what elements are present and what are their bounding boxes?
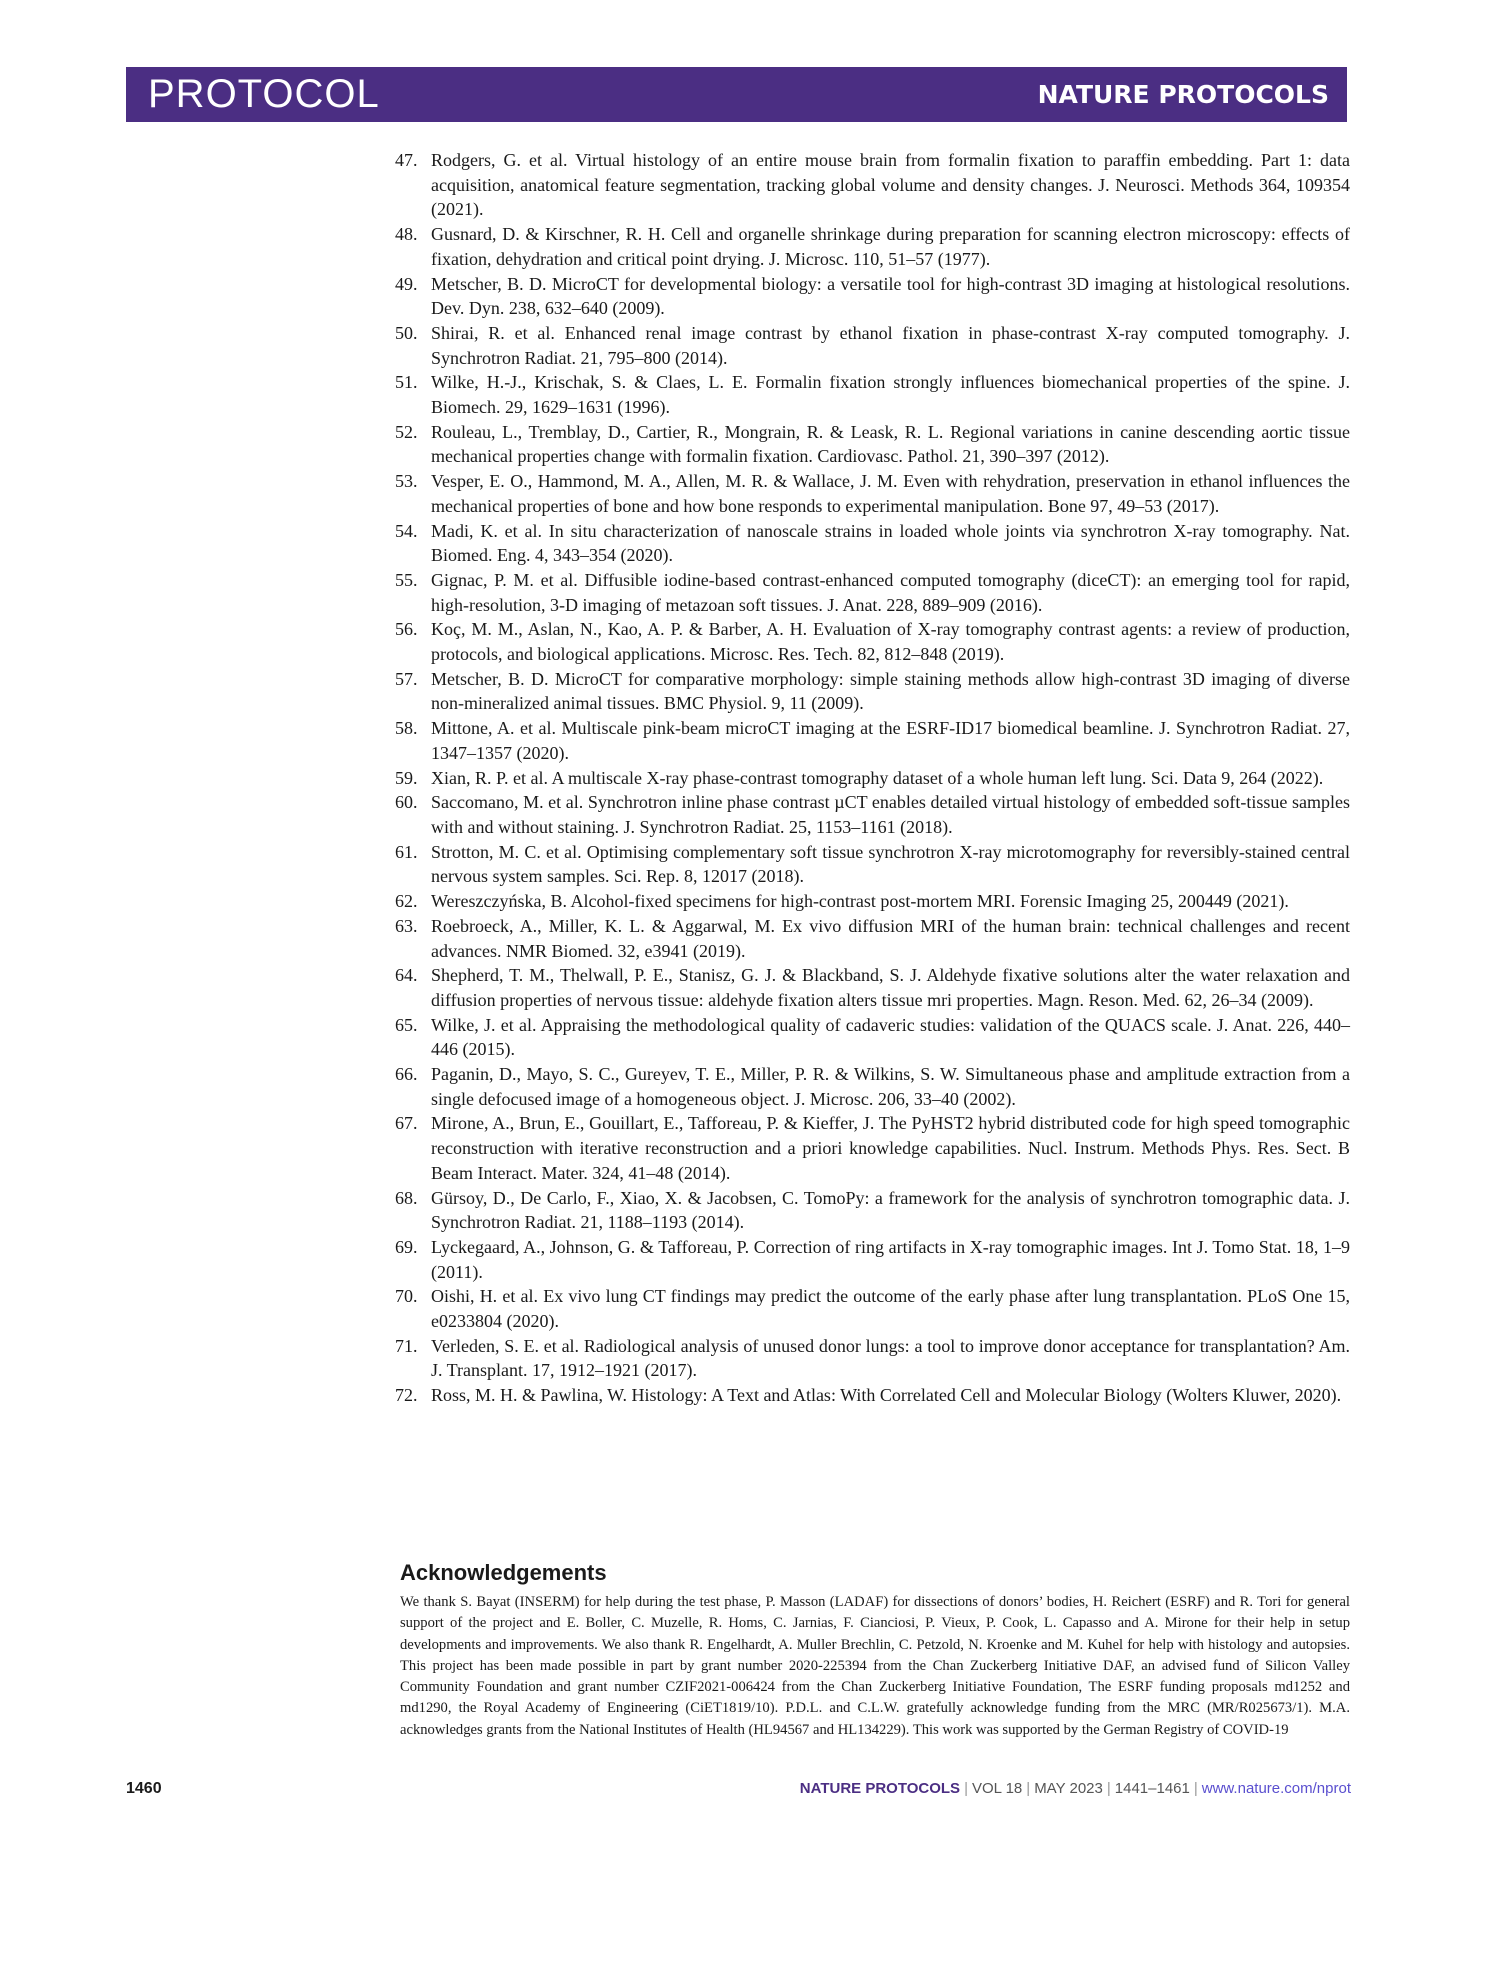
reference-text: Xian, R. P. et al. A multiscale X-ray phase-contrast tomography dataset of a whole human left lung. Sci. Data 9, 264 (2022). <box>431 767 1324 788</box>
footer-volume: VOL 18 <box>971 1780 1023 1797</box>
reference-number: 67. <box>395 1113 418 1134</box>
reference-item <box>395 1062 1350 1111</box>
reference-item <box>395 222 1350 271</box>
reference-text: Mittone, A. et al. Multiscale pink-beam microCT imaging at the ESRF-ID17 biomedical beamline. J. Synchrotron Radiat. 27, 1347–1357 (2020). <box>431 718 1350 763</box>
reference-item <box>395 790 1350 839</box>
reference-item <box>395 1383 1350 1408</box>
reference-number: 47. <box>395 150 418 170</box>
reference-number: 66. <box>395 1064 418 1085</box>
acknowledgements-text: We thank S. Bayat (INSERM) for help during the test phase, P. Masson (LADAF) for dissections of donors’ bodies, H. Reichert (ESRF) and R. Tori for general support of the project and E. Boller, C. Muzelle, R. Homs, C. Jarnias, F. Cianciosi, P. Vieux, P. Cook, L. Capasso and A. Mirone for their help in setup developments and improvements. We also thank R. Engelhardt, A. Muller Brechlin, C. Petzold, N. Kroenke and M. Kuhel for help with histology and autopsies. This project has been made possible in part by grant number 2020-225394 from the Chan Zuckerberg Initiative DAF, an advised fund of Silicon Valley Community Foundation and grant number CZIF2021-006424 from the Chan Zuckerberg Initiative Foundation, The ESRF funding proposals md1252 and md1290, the Royal Academy of Engineering (CiET1819/10). P.D.L. and C.L.W. gratefully acknowledge funding from the MRC (MR/R025673/1). M.A. acknowledges grants from the National Institutes of Health (HL94567 and HL134229). This work was supported by the German Registry of COVID-19 <box>400 1594 1350 1738</box>
reference-item <box>395 519 1350 568</box>
reference-text: Roebroeck, A., Miller, K. L. & Aggarwal, M. Ex vivo diffusion MRI of the human brain: technical challenges and recent advances. NMR Biomed. 32, e3941 (2019). <box>431 915 1350 961</box>
reference-text: Metscher, B. D. MicroCT for comparative morphology: simple staining methods allow high-contrast 3D imaging of diverse non-mineralized animal tissues. BMC Physiol. 9, 11 (2009). <box>431 668 1350 714</box>
footer-url-link[interactable]: www.nature.com/nprot <box>1201 1780 1351 1797</box>
reference-text: Paganin, D., Mayo, S. C., Gureyev, T. E., Miller, P. R. & Wilkins, S. W. Simultaneous phase and amplitude extraction from a single defocused image of a homogeneous object. J. Microsc. 206, 33–40 (2002). <box>431 1064 1350 1109</box>
reference-item <box>395 148 1350 222</box>
reference-item <box>395 840 1350 889</box>
journal-header-bar <box>126 67 1347 122</box>
reference-number: 59. <box>395 767 418 788</box>
footer-citation: NATURE PROTOCOLS | VOL 18 | MAY 2023 | 1441–1461 | www.nature.com/nprot <box>799 1780 1351 1797</box>
reference-number: 50. <box>395 322 418 343</box>
reference-item <box>395 1235 1350 1284</box>
reference-number: 65. <box>395 1014 418 1035</box>
reference-number: 70. <box>395 1286 418 1307</box>
footer-journal: NATURE PROTOCOLS <box>799 1780 961 1797</box>
reference-text: Koç, M. M., Aslan, N., Kao, A. P. & Barber, A. H. Evaluation of X-ray tomography contrast agents: a review of production, protocols, and biological applications. Microsc. Res. Tech. 82, 812–848 (2019). <box>431 619 1350 665</box>
reference-number: 64. <box>395 965 418 986</box>
reference-item <box>395 1334 1350 1383</box>
reference-item <box>395 321 1350 370</box>
reference-number: 63. <box>395 915 418 936</box>
reference-item <box>395 716 1350 765</box>
reference-text: Mirone, A., Brun, E., Gouillart, E., Tafforeau, P. & Kieffer, J. The PyHST2 hybrid distributed code for high speed tomographic reconstruction with iterative reconstruction and a priori knowledge capabilities. Nucl. Instrum. Methods Phys. Res. Sect. B Beam Interact. Mater. 324, 41–48 (2014). <box>431 1113 1350 1183</box>
reference-item <box>395 1111 1350 1185</box>
reference-text: Rodgers, G. et al. Virtual histology of an entire mouse brain from formalin fixation to paraffin embedding. Part 1: data acquisition, anatomical feature segmentation, tracking global volume and density changes. J. Neurosci. Methods 364, 109354 (2021). <box>431 150 1350 220</box>
reference-text: Strotton, M. C. et al. Optimising complementary soft tissue synchrotron X-ray microtomography for reversibly-stained central nervous system samples. Sci. Rep. 8, 12017 (2018). <box>431 841 1350 887</box>
reference-text: Metscher, B. D. MicroCT for developmental biology: a versatile tool for high-contrast 3D imaging at histological resolutions. Dev. Dyn. 238, 632–640 (2009). <box>431 273 1350 319</box>
reference-text: Shepherd, T. M., Thelwall, P. E., Stanisz, G. J. & Blackband, S. J. Aldehyde fixative solutions alter the water relaxation and diffusion properties of nervous tissue: aldehyde fixation alters tissue mri properties. Magn. Reson. Med. 62, 26–34 (2009). <box>431 965 1350 1010</box>
footer-pages: 1441–1461 <box>1114 1780 1190 1797</box>
reference-number: 53. <box>395 471 418 492</box>
reference-item <box>395 889 1350 914</box>
reference-item <box>395 420 1350 469</box>
reference-text: Wilke, H.-J., Krischak, S. & Claes, L. E. Formalin fixation strongly influences biomechanical properties of the spine. J. Biomech. 29, 1629–1631 (1996). <box>431 372 1350 418</box>
reference-number: 68. <box>395 1187 418 1208</box>
reference-number: 62. <box>395 891 418 912</box>
reference-number: 54. <box>395 520 418 541</box>
reference-list <box>395 148 1350 1408</box>
reference-number: 51. <box>395 372 418 393</box>
reference-number: 49. <box>395 273 418 294</box>
reference-text: Shirai, R. et al. Enhanced renal image contrast by ethanol fixation in phase-contrast X-ray computed tomography. J. Synchrotron Radiat. 21, 795–800 (2014). <box>431 322 1350 368</box>
reference-item <box>395 370 1350 419</box>
reference-number: 52. <box>395 421 418 442</box>
reference-number: 57. <box>395 668 418 689</box>
reference-item <box>395 1186 1350 1235</box>
reference-text: Oishi, H. et al. Ex vivo lung CT findings may predict the outcome of the early phase after lung transplantation. PLoS One 15, e0233804 (2020). <box>431 1286 1350 1332</box>
reference-item <box>395 568 1350 617</box>
reference-number: 61. <box>395 841 418 862</box>
reference-item <box>395 914 1350 963</box>
reference-number: 60. <box>395 792 418 813</box>
reference-text: Wereszczyńska, B. Alcohol-fixed specimens for high-contrast post-mortem MRI. Forensic Imaging 25, 200449 (2021). <box>431 891 1289 912</box>
reference-item <box>395 469 1350 518</box>
reference-text: Gusnard, D. & Kirschner, R. H. Cell and organelle shrinkage during preparation for scanning electron microscopy: effects of fixation, dehydration and critical point drying. J. Microsc. 110, 51–57 (1977). <box>431 224 1350 269</box>
reference-number: 56. <box>395 619 418 640</box>
reference-text: Verleden, S. E. et al. Radiological analysis of unused donor lungs: a tool to improve donor acceptance for transplantation? Am. J. Transplant. 17, 1912–1921 (2017). <box>431 1335 1350 1381</box>
reference-text: Wilke, J. et al. Appraising the methodological quality of cadaveric studies: validation of the QUACS scale. J. Anat. 226, 440–446 (2015). <box>431 1014 1350 1060</box>
reference-item <box>395 963 1350 1012</box>
reference-item <box>395 617 1350 666</box>
reference-number: 69. <box>395 1236 418 1257</box>
page-number: 1460 <box>126 1780 162 1797</box>
reference-item <box>395 766 1350 791</box>
reference-text: Madi, K. et al. In situ characterization of nanoscale strains in loaded whole joints via synchrotron X-ray tomography. Nat. Biomed. Eng. 4, 343–354 (2020). <box>431 520 1350 566</box>
reference-item <box>395 667 1350 716</box>
reference-item <box>395 1284 1350 1333</box>
reference-text: Ross, M. H. & Pawlina, W. Histology: A Text and Atlas: With Correlated Cell and Molecular Biology (Wolters Kluwer, 2020). <box>431 1385 1342 1406</box>
reference-number: 55. <box>395 569 418 590</box>
journal-name: NATURE PROTOCOLS <box>1037 80 1329 109</box>
reference-text: Gürsoy, D., De Carlo, F., Xiao, X. & Jacobsen, C. TomoPy: a framework for the analysis of synchrotron tomographic data. J. Synchrotron Radiat. 21, 1188–1193 (2014). <box>431 1187 1350 1233</box>
reference-text: Lyckegaard, A., Johnson, G. & Tafforeau, P. Correction of ring artifacts in X-ray tomographic images. Int J. Tomo Stat. 18, 1–9 (2011). <box>431 1236 1350 1282</box>
reference-text: Rouleau, L., Tremblay, D., Cartier, R., Mongrain, R. & Leask, R. L. Regional variations in canine descending aortic tissue mechanical properties change with formalin fixation. Cardiovasc. Pathol. 21, 390–397 (2012). <box>431 421 1350 467</box>
reference-number: 48. <box>395 224 418 245</box>
reference-number: 72. <box>395 1385 418 1406</box>
reference-text: Saccomano, M. et al. Synchrotron inline phase contrast µCT enables detailed virtual histology of embedded soft-tissue samples with and without staining. J. Synchrotron Radiat. 25, 1153–1161 (2018). <box>431 792 1350 837</box>
reference-item <box>395 272 1350 321</box>
reference-number: 71. <box>395 1335 418 1356</box>
reference-text: Vesper, E. O., Hammond, M. A., Allen, M. R. & Wallace, J. M. Even with rehydration, preservation in ethanol influences the mechanical properties of bone and how bone responds to experimental manipulation. Bone 97, 49–53 (2017). <box>431 471 1350 516</box>
reference-text: Gignac, P. M. et al. Diffusible iodine-based contrast-enhanced computed tomography (diceCT): an emerging tool for rapid, high-resolution, 3-D imaging of metazoan soft tissues. J. Anat. 228, 889–909 (2016). <box>431 569 1350 615</box>
acknowledgements-heading: Acknowledgements <box>400 1560 607 1585</box>
reference-number: 58. <box>395 718 418 739</box>
section-label: PROTOCOL <box>148 72 380 116</box>
footer-date: MAY 2023 <box>1034 1780 1103 1797</box>
reference-item <box>395 1013 1350 1062</box>
